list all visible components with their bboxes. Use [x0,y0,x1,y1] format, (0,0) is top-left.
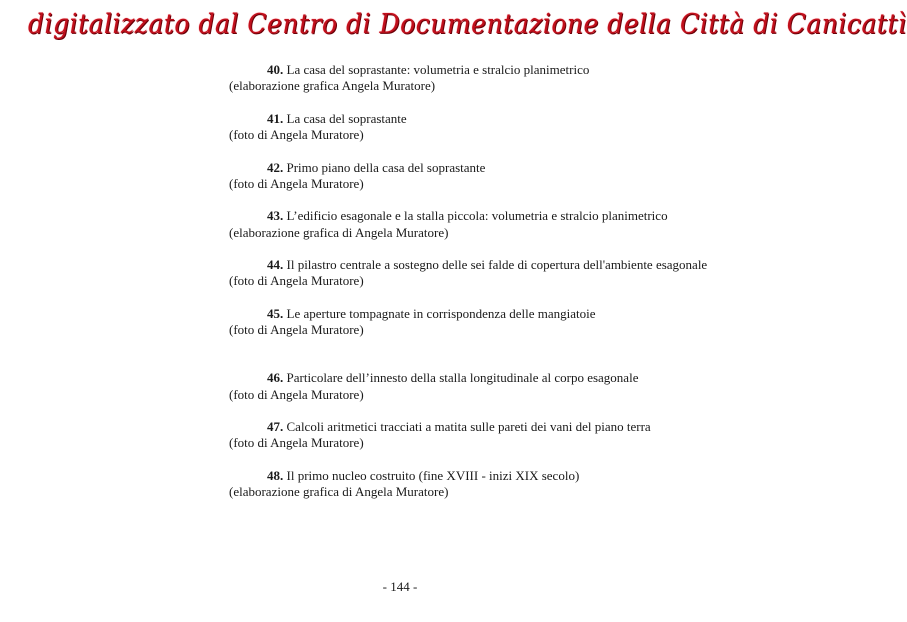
caption-number: 48. [267,467,284,483]
caption-title: Le aperture tompagnate in corrispondenza delle mangiatoie [286,305,596,321]
page-number: - 144 - [382,579,418,594]
caption-entry-41 [229,111,789,143]
caption-credit: (foto di Angela Muratore) [229,322,364,338]
caption-title: Particolare dell’innesto della stalla longitudinale al corpo esagonale [286,370,639,386]
caption-credit: (elaborazione grafica di Angela Muratore) [229,224,449,240]
caption-title: Il primo nucleo costruito (fine XVIII - inizi XIX secolo) [286,467,580,483]
caption-title: La casa del soprastante: volumetria e stralcio planimetrico [286,62,590,77]
caption-title: Calcoli aritmetici tracciati a matita sulle pareti dei vani del piano terra [286,419,651,435]
caption-entry-46 [229,370,789,402]
caption-number: 43. [267,208,284,224]
caption-credit: (foto di Angela Muratore) [229,127,364,142]
caption-number: 40. [267,62,284,77]
caption-number: 44. [267,257,284,273]
caption-entry-47 [229,419,789,451]
caption-entry-45 [229,306,789,338]
caption-entry-44 [229,257,789,289]
caption-number: 47. [267,419,284,435]
caption-credit: (foto di Angela Muratore) [229,273,364,289]
caption-title: Primo piano della casa del soprastante [286,159,486,175]
caption-credit: (elaborazione grafica di Angela Muratore) [229,484,449,500]
caption-credit: (foto di Angela Muratore) [229,386,364,402]
caption-title: L’edificio esagonale e la stalla piccola: volumetria e stralcio planimetrico [286,208,668,224]
caption-entry-42 [229,160,789,192]
caption-credit: (foto di Angela Muratore) [229,175,364,191]
caption-number: 41. [267,110,284,126]
caption-entry-40 [229,62,789,94]
caption-entry-43 [229,208,789,240]
digitization-banner: digitalizzato dal Centro di Documentazione della Città di Canicattì [28,9,907,40]
caption-credit: (elaborazione grafica Angela Muratore) [229,78,436,94]
caption-number: 46. [267,370,284,386]
caption-title: Il pilastro centrale a sostegno delle sei falde di copertura dell'ambiente esagonale [286,257,708,273]
caption-title: La casa del soprastante [286,110,407,126]
caption-number: 42. [267,159,284,175]
caption-number: 45. [267,305,284,321]
figure-caption-list [229,62,789,517]
caption-entry-48 [229,468,789,500]
caption-credit: (foto di Angela Muratore) [229,435,364,451]
